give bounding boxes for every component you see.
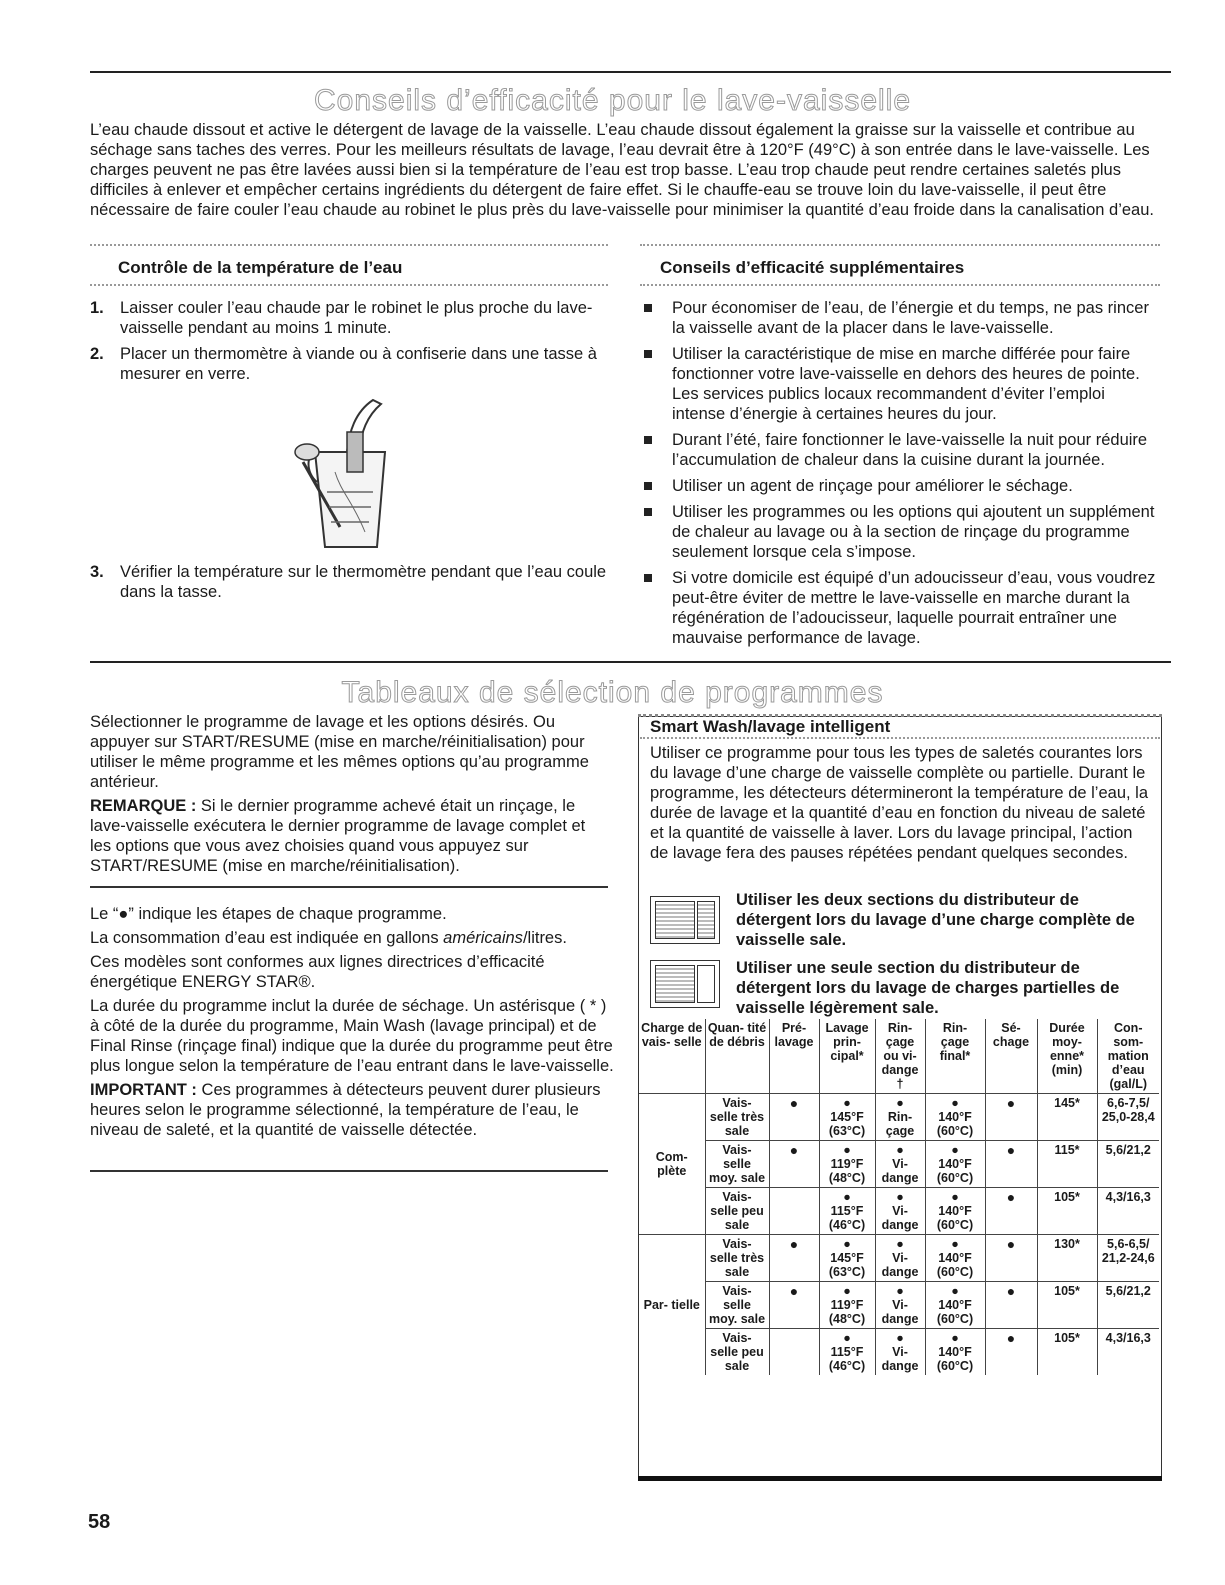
soil-cell: Vais- selle très sale	[705, 1235, 769, 1282]
tip-item: Utiliser la caractéristique de mise en marche différée pour faire fonctionner votre lave-vaisselle en dehors des heures de pointe. Les services publics locaux recommandent d’éviter l’emploi intense d’énergie à certaines heures du jour.	[640, 344, 1160, 424]
temp-heading: Contrôle de la température de l’eau	[118, 258, 403, 277]
tip-item: Durant l’été, faire fonctionner le lave-vaisselle la nuit pour réduire l’accumulation de chaleur dans la cuisine durant la journée.	[640, 430, 1160, 470]
rinse-cell: ● Vi- dange	[875, 1188, 925, 1235]
dispenser-both-icon	[650, 896, 720, 944]
time-cell: 105*	[1037, 1282, 1097, 1329]
temp-steps	[90, 298, 610, 390]
col-header: Pré- lavage	[769, 1019, 819, 1094]
table-row	[639, 1094, 1159, 1141]
prewash-cell	[769, 1329, 819, 1376]
prewash-cell: ●	[769, 1094, 819, 1141]
dry-cell: ●	[985, 1235, 1037, 1282]
water-cell: 4,3/16,3	[1097, 1188, 1159, 1235]
tip-item: Utiliser les programmes ou les options qui ajoutent un supplément de chaleur au lavage ou à la section de rinçage du programme seulement lorsque cela s’impose.	[640, 502, 1160, 562]
prewash-cell: ●	[769, 1141, 819, 1188]
smart-wash-title: Smart Wash/lavage intelligent	[650, 717, 891, 736]
col-header: Con- som- mation d’eau (gal/L)	[1107, 1021, 1149, 1091]
water-cell: 5,6-6,5/ 21,2-24,6	[1097, 1235, 1159, 1282]
table-row	[639, 1235, 1159, 1282]
col-header: Rin- çage ou vi- dange †	[875, 1019, 925, 1094]
programs-intro	[90, 712, 610, 876]
final-rinse-cell: ● 140°F (60°C)	[925, 1329, 985, 1376]
dot-legend: Le “●” indique les étapes de chaque programme.	[90, 905, 447, 923]
rinse-cell: ● Vi- dange	[875, 1329, 925, 1376]
page-number: 58	[88, 1511, 111, 1533]
table-header-row	[639, 1019, 1159, 1094]
col-header: Durée moy- enne* (min)	[1037, 1019, 1097, 1094]
note-paragraph	[90, 796, 610, 876]
smart-wash-description: Utiliser ce programme pour tous les types de saletés courantes lors du lavage d’une charge de vaisselle complète ou partielle. Durant le programme, les détecteurs détermineront la température de l’eau, la durée de lavage et la quantité d’eau en fonction du niveau de saleté et la quantité de vaisselle à laver. Lors du lavage principal, l’action de lavage fera des pauses répétées pendant quelques secondes.	[650, 744, 1149, 862]
table-bottom-bar	[638, 1476, 1162, 1481]
final-rinse-cell: ● 140°F (60°C)	[925, 1094, 985, 1141]
duration-note: La durée du programme inclut la durée de séchage. Un astérisque ( * ) à côté de la durée du programme, Main Wash (lavage principal) et de Final Rinse (rinçage final) indique que la durée du programme peut être plus longue selon la température de l’eau entrant dans le lave-vaisselle.	[90, 997, 614, 1075]
dry-cell: ●	[985, 1141, 1037, 1188]
dry-cell: ●	[985, 1282, 1037, 1329]
tip-item: Pour économiser de l’eau, de l’énergie et du temps, ne pas rincer la vaisselle avant de la placer dans le lave-vaisselle.	[640, 298, 1160, 338]
main-wash-cell: ● 119°F (48°C)	[819, 1141, 875, 1188]
main-wash-cell: ● 115°F (46°C)	[819, 1329, 875, 1376]
time-cell: 130*	[1037, 1235, 1097, 1282]
program-table-wrapper	[639, 1019, 1159, 1375]
section-title-programs: Tableaux de sélection de programmes	[341, 676, 884, 709]
program-select-text: Sélectionner le programme de lavage et les options désirés. Ou appuyer sur START/RESUME (mise en marche/réinitialisation) pour utiliser le même programme et les mêmes options qu’au programme antérieur.	[90, 713, 589, 791]
main-wash-cell: ● 145°F (63°C)	[819, 1094, 875, 1141]
rinse-cell: ● Rin- çage	[875, 1094, 925, 1141]
note-text: Si le dernier programme achevé était un rinçage, le lave-vaisselle exécutera le dernier programme de lavage complet et les options que vous avez choisies quand vous appuyez sur START/RESUME (mise en marche/réinitialisation).	[90, 797, 586, 875]
section-rule	[90, 661, 1171, 663]
load-label: Com- plète	[639, 1094, 705, 1235]
intro-paragraph: L’eau chaude dissout et active le détergent de lavage de la vaisselle. L’eau chaude dissout également la graisse sur la vaisselle et contribue au séchage sans taches des verres. Pour les meilleurs résultats de lavage, l’eau devrait être à 120°F (49°C) à son entrée dans le lave-vaisselle. Les charges peuvent ne pas être lavées aussi bien si la température de l’eau est trop basse. L’eau trop chaude peut rendre certaines saletés plus difficiles à enlever et empêcher certains ingrédients du détergent de faire effet. Si le chauffe-eau se trouve loin du lave-vaisselle, il peut être nécessaire de faire couler l’eau chaude au robinet le plus près du lave-vaisselle pour minimiser la quantité d’eau froide dans la canalisation d’eau.	[90, 121, 1154, 219]
divider	[90, 284, 608, 286]
table-row	[639, 1141, 1159, 1188]
soil-cell: Vais- selle peu sale	[705, 1188, 769, 1235]
soil-cell: Vais- selle moy. sale	[705, 1282, 769, 1329]
table-row	[639, 1282, 1159, 1329]
tips-heading: Conseils d’efficacité supplémentaires	[660, 258, 965, 277]
section-title-efficiency: Conseils d’efficacité pour le lave-vaisselle	[313, 84, 912, 117]
divider	[640, 737, 1160, 739]
important-paragraph: IMPORTANT : Ces programmes à détecteurs peuvent durer plusieurs heures selon le programme sélectionné, la température de l’eau, le niveau de saleté, et la quantité de vaisselle détectée.	[90, 1081, 601, 1139]
soil-cell: Vais- selle peu sale	[705, 1329, 769, 1376]
main-wash-cell: ● 115°F (46°C)	[819, 1188, 875, 1235]
step-item: 2. Placer un thermomètre à viande ou à confiserie dans une tasse à mesurer en verre.	[90, 345, 597, 383]
time-cell: 115*	[1037, 1141, 1097, 1188]
time-cell: 105*	[1037, 1329, 1097, 1376]
prewash-cell: ●	[769, 1282, 819, 1329]
final-rinse-cell: ● 140°F (60°C)	[925, 1282, 985, 1329]
col-header: Sé- chage	[985, 1019, 1037, 1094]
note-label: REMARQUE :	[90, 797, 197, 815]
rinse-cell: ● Vi- dange	[875, 1282, 925, 1329]
step-item: 1. Laisser couler l’eau chaude par le robinet le plus proche du lave-vaisselle pendant au moins 1 minute.	[90, 299, 593, 337]
detergent-instruction-full: Utiliser les deux sections du distributeur de détergent lors du lavage d’une charge complète de vaisselle sale.	[736, 891, 1135, 949]
water-usage-note: La consommation d’eau est indiquée en gallons américains/litres.	[90, 929, 567, 947]
main-wash-cell: ● 145°F (63°C)	[819, 1235, 875, 1282]
col-header: Charge de vais- selle	[639, 1019, 705, 1094]
divider	[90, 244, 608, 246]
tip-item: Si votre domicile est équipé d’un adoucisseur d’eau, vous voudrez peut-être éviter de mettre le lave-vaisselle en marche durant la régénération de l’adoucisseur, laquelle pourrait entraîner une mauvaise performance de lavage.	[640, 568, 1160, 648]
program-table	[639, 1019, 1159, 1375]
rinse-cell: ● Vi- dange	[875, 1141, 925, 1188]
top-rule	[90, 71, 1171, 73]
tip-item: Utiliser un agent de rinçage pour améliorer le séchage.	[640, 476, 1160, 496]
programs-notes	[90, 904, 620, 1140]
col-header: Quan- tité de débris	[705, 1019, 769, 1094]
rinse-cell: ● Vi- dange	[875, 1235, 925, 1282]
energy-star-note: Ces modèles sont conformes aux lignes directrices d’efficacité énergétique ENERGY STAR®.	[90, 953, 545, 991]
temp-steps-cont	[90, 562, 610, 608]
final-rinse-cell: ● 140°F (60°C)	[925, 1188, 985, 1235]
divider	[640, 244, 1160, 246]
water-cell: 5,6/21,2	[1097, 1141, 1159, 1188]
dry-cell: ●	[985, 1329, 1037, 1376]
divider	[90, 886, 608, 888]
table-row	[639, 1329, 1159, 1376]
water-cell: 6,6-7,5/ 25,0-28,4	[1097, 1094, 1159, 1141]
dispenser-single-icon	[650, 960, 720, 1008]
dry-cell: ●	[985, 1094, 1037, 1141]
tips-list	[640, 298, 1160, 654]
time-cell: 145*	[1037, 1094, 1097, 1141]
soil-cell: Vais- selle moy. sale	[705, 1141, 769, 1188]
soil-cell: Vais- selle très sale	[705, 1094, 769, 1141]
time-cell: 105*	[1037, 1188, 1097, 1235]
prewash-cell	[769, 1188, 819, 1235]
divider	[90, 1170, 608, 1172]
prewash-cell: ●	[769, 1235, 819, 1282]
load-label: Par- tielle	[639, 1235, 705, 1376]
table-row	[639, 1188, 1159, 1235]
col-header: Lavage prin- cipal*	[819, 1019, 875, 1094]
col-header: Rin- çage final*	[925, 1019, 985, 1094]
step-item: 3. Vérifier la température sur le thermomètre pendant que l’eau coule dans la tasse.	[90, 563, 607, 601]
main-wash-cell: ● 119°F (48°C)	[819, 1282, 875, 1329]
water-cell: 5,6/21,2	[1097, 1282, 1159, 1329]
measuring-cup-thermometer-illustration	[285, 392, 415, 557]
final-rinse-cell: ● 140°F (60°C)	[925, 1141, 985, 1188]
dry-cell: ●	[985, 1188, 1037, 1235]
detergent-instruction-partial: Utiliser une seule section du distributeur de détergent lors du lavage de charges partielles de vaisselle légèrement sale.	[736, 959, 1120, 1017]
divider	[640, 284, 1160, 286]
water-cell: 4,3/16,3	[1097, 1329, 1159, 1376]
final-rinse-cell: ● 140°F (60°C)	[925, 1235, 985, 1282]
